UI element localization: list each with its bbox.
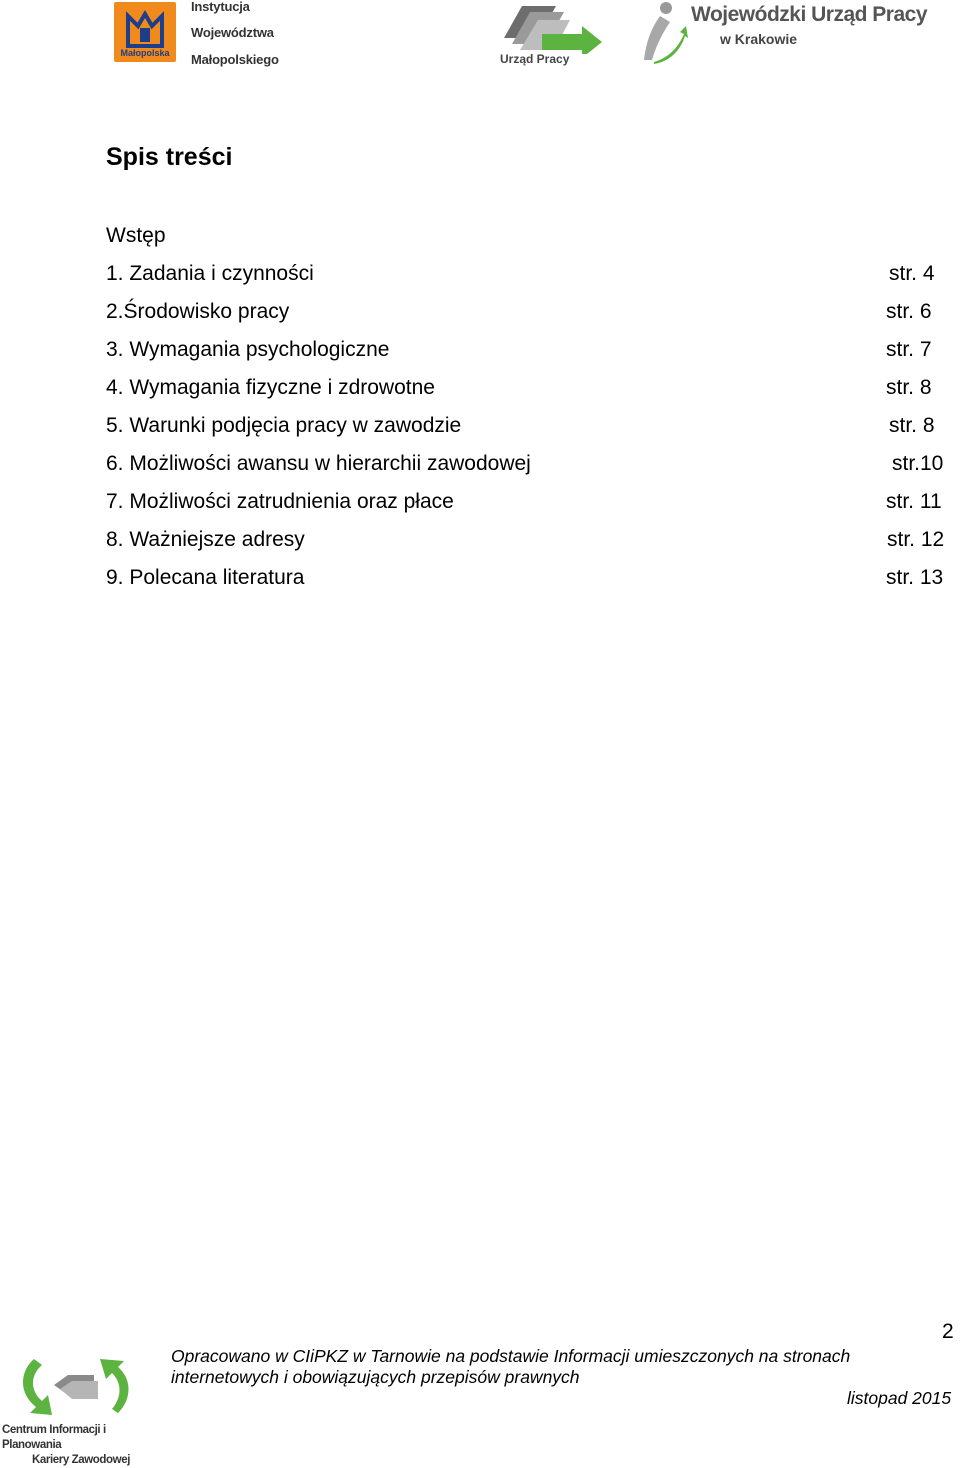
toc-item-label: 7. Możliwości zatrudnienia oraz płace [106,490,454,513]
footer-note [171,1346,850,1388]
cipkz-arrows-icon [14,1355,144,1421]
toc-item-label: 9. Polecana literatura [106,566,305,589]
toc-item-page: str. 13 [886,566,944,589]
malopolska-line-3: Małopolskiego [191,52,279,67]
toc-item-label: 1. Zadania i czynności [106,262,314,285]
toc-item-page: str. 6 [886,300,932,323]
wup-subtitle: w Krakowie [720,31,798,47]
cipkz-logo [0,1355,150,1466]
malopolska-institution-name [191,0,279,67]
toc-item-page: str. 8 [886,376,932,399]
toc-item-page: str. 11 [886,490,942,513]
malopolska-badge-text: Małopolska [120,48,170,58]
toc-item-page: str. 12 [887,528,945,551]
toc-item-page: str.10 [892,452,944,475]
footer-date: listopad 2015 [847,1388,952,1408]
toc-item-label: 2.Środowisko pracy [106,300,290,323]
toc-item-label: 8. Ważniejsze adresy [106,528,305,551]
wup-figure-icon [640,0,688,66]
toc-item-label: 6. Możliwości awansu w hierarchii zawodowej [106,452,531,475]
toc-item-label: 3. Wymagania psychologiczne [106,338,390,361]
malopolska-logo [114,0,294,70]
page-number: 2 [942,1320,954,1343]
cipkz-logo-text [2,1423,150,1468]
cipkz-line-1: Centrum Informacji i Planowania [2,1424,106,1451]
footer-note-line-2: internetowych i obowiązujących przepisów prawnych [171,1367,580,1387]
cipkz-line-2: Kariery Zawodowej [32,1454,131,1466]
toc-item-page: str. 8 [889,414,935,437]
malopolska-line-1: Instytucja [191,0,250,14]
wup-logo [640,0,950,70]
toc-item-page: str. 4 [889,262,935,285]
malopolska-emblem-icon [114,2,176,62]
toc-item-label: 4. Wymagania fizyczne i zdrowotne [106,376,435,399]
urzad-pracy-arrows-icon [498,0,608,54]
urzad-pracy-logo [498,0,608,70]
toc-title: Spis treści [106,143,233,171]
toc-item-label: 5. Warunki podjęcia pracy w zawodzie [106,414,462,437]
urzad-pracy-label: Urząd Pracy [500,52,570,66]
toc-intro: Wstęp [106,224,166,247]
wup-title: Wojewódzki Urząd Pracy [691,3,928,26]
malopolska-line-2: Województwa [191,25,274,40]
footer-note-line-1: Opracowano w CIiPKZ w Tarnowie na podstawie Informacji umieszczonych na stronach [171,1346,851,1366]
toc-item-page: str. 7 [886,338,932,361]
